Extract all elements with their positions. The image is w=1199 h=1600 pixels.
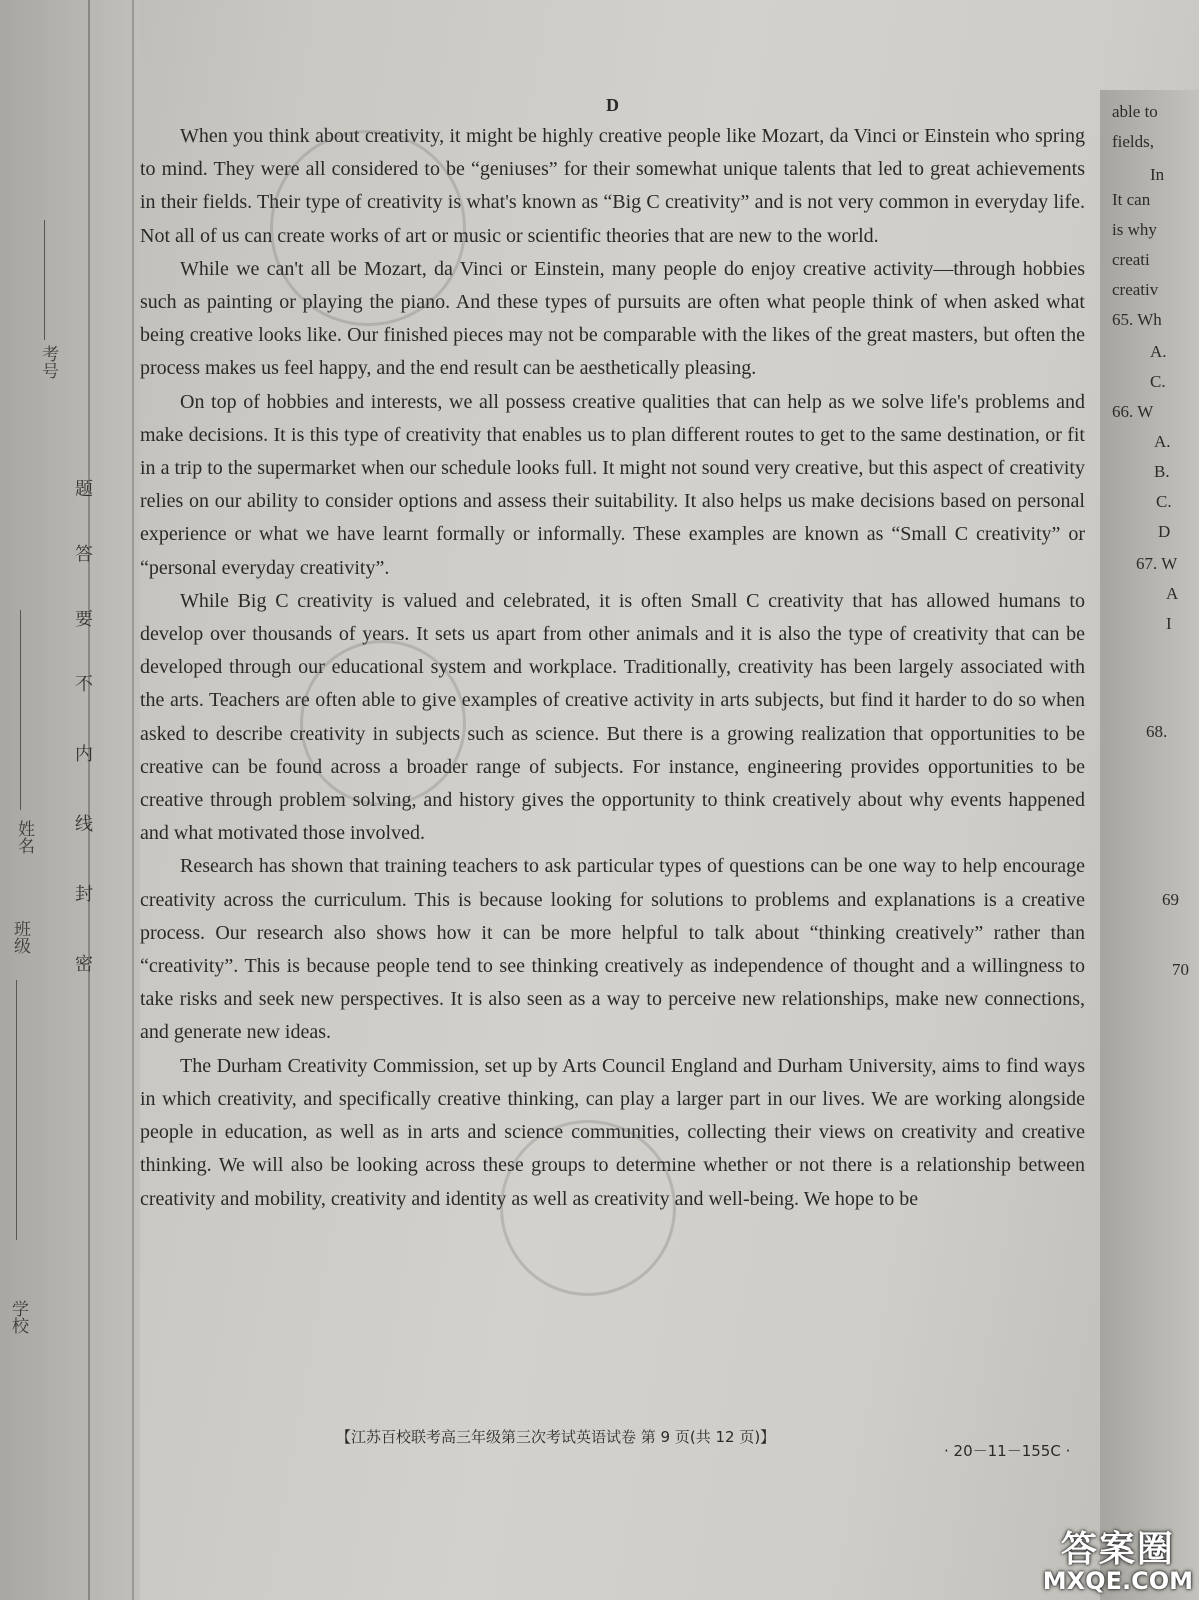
fill-line xyxy=(16,980,17,1240)
fragment: is why xyxy=(1112,220,1157,239)
seal-char: 不 xyxy=(75,674,93,695)
watermark-title: 答案圈 xyxy=(1060,1529,1175,1571)
fragment: able to xyxy=(1112,102,1158,121)
seal-char: 密 xyxy=(75,954,93,975)
fragment: A. xyxy=(1154,432,1171,451)
fill-line xyxy=(20,610,21,810)
fragment: A xyxy=(1166,584,1179,603)
passage xyxy=(140,95,1085,1216)
watermark-site: MXQE.COM xyxy=(1042,1566,1193,1595)
seal-char: 要 xyxy=(75,609,93,630)
exam-code: · 20－11－155C · xyxy=(944,1442,1071,1460)
fragment: C. xyxy=(1156,492,1172,511)
page-footer: 【江苏百校联考高三年级第三次考试英语试卷 第 9 页(共 12 页)】 xyxy=(336,1428,776,1446)
binding-line xyxy=(88,0,90,1600)
fragment: C. xyxy=(1150,372,1166,391)
seal-char: 线 xyxy=(75,814,93,835)
fragment: 65. Wh xyxy=(1112,310,1162,329)
paragraph: When you think about creativity, it might be highly creative people like Mozart, da Vinci or Einstein who spring to mind. They were all considered to be “geniuses” for their somewhat unique talents that led to great achievements in their fields. Their type of creativity is what's known as “Big C creativity” and is not very common in everyday life. Not all of us can create works of art or music or scientific theories that are new to the world. xyxy=(140,125,1085,247)
paragraph: On top of hobbies and interests, we all possess creative qualities that can help as we solve life's problems and make decisions. It is this type of creativity that enables us to plan different routes to get to the same destination, or fit in a trip to the supermarket when our schedule looks full. It might not sound very creative, but this aspect of creativity relies on our ability to consider options and assess their suitability. It also helps us make decisions based on personal experience or what we have learnt formally or informally. These examples are known as “Small C creativity” or “personal everyday creativity”. xyxy=(140,390,1085,579)
binding-margin xyxy=(0,0,140,1600)
label-name: 姓名 xyxy=(14,820,34,854)
seal-char: 内 xyxy=(75,744,93,765)
label-exam-number: 考号 xyxy=(38,345,58,379)
seal-char: 答 xyxy=(75,544,93,565)
fragment: 69 xyxy=(1162,890,1179,909)
fragment: It can xyxy=(1112,190,1151,209)
fragment: A. xyxy=(1150,342,1167,361)
fragment: I xyxy=(1166,614,1172,633)
seal-char: 题 xyxy=(75,479,93,500)
fill-line xyxy=(44,220,45,340)
fragment: D xyxy=(1158,522,1171,541)
fragment: creativ xyxy=(1112,280,1159,299)
section-heading: D xyxy=(606,95,619,115)
fragment: 66. W xyxy=(1112,402,1154,421)
fragment: 68. xyxy=(1146,722,1168,741)
fragment: B. xyxy=(1154,462,1170,481)
label-school: 学校 xyxy=(8,1300,28,1334)
paragraph: The Durham Creativity Commission, set up by Arts Council England and Durham University, aims to find ways in which creativity, and specifically creative thinking, can play a larger part in our lives. We are working alongside people in education, as well as in arts and science communities, collecting their views on creativity and creative thinking. We will also be looking across these groups to determine whether or not there is a relationship between creativity and mobility, creativity and identity as well as creativity and well-being. We hope to be xyxy=(140,1054,1085,1210)
fragment: 70 xyxy=(1172,960,1189,979)
paragraph: While Big C creativity is valued and celebrated, it is often Small C creativity that has allowed humans to develop over thousands of years. It sets us apart from other animals and it is also the type of creativity that can be developed through our educational system and workplace. Traditionally, creativity has been largely associated with the arts. Teachers are often able to give examples of creative activity in arts subjects, but find it harder to do so when asked to describe creativity in subjects such as science. But there is a growing realization that opportunities to be creative can be found across a broader range of subjects. For instance, engineering provides opportunities to be creative through problem solving, and history gives the opportunity to think creatively about why events happened and what motivated those involved. xyxy=(140,589,1085,845)
fragment: fields, xyxy=(1112,132,1155,151)
fragment: creati xyxy=(1112,250,1150,269)
seal-char: 封 xyxy=(75,884,93,905)
watermark-logo xyxy=(1043,1531,1193,1594)
label-class: 班级 xyxy=(10,920,30,954)
paragraph: While we can't all be Mozart, da Vinci or Einstein, many people do enjoy creative activity—through hobbies such as painting or playing the piano. And these types of pursuits are often what people think of when asked what being creative looks like. Our finished pieces may not be comparable with the likes of the great masters, but often the process makes us feel happy, and the end result can be aesthetically pleasing. xyxy=(140,257,1085,380)
fragment: 67. W xyxy=(1136,554,1178,573)
next-page-strip xyxy=(1100,90,1199,1600)
binding-line xyxy=(132,0,134,1600)
fragment: In xyxy=(1150,165,1165,184)
paragraph: Research has shown that training teachers to ask particular types of questions can be one way to help encourage creativity across the curriculum. This is because looking for solutions to problems and explanations is a creative process. Our research also shows how it can be more helpful to talk about “thinking creatively” rather than “creativity”. This is because people tend to see thinking creatively as independence of thought and a willingness to take risks and seek new perspectives. It is also seen as a way to perceive new relationships, make new connections, and generate new ideas. xyxy=(140,855,1085,1044)
